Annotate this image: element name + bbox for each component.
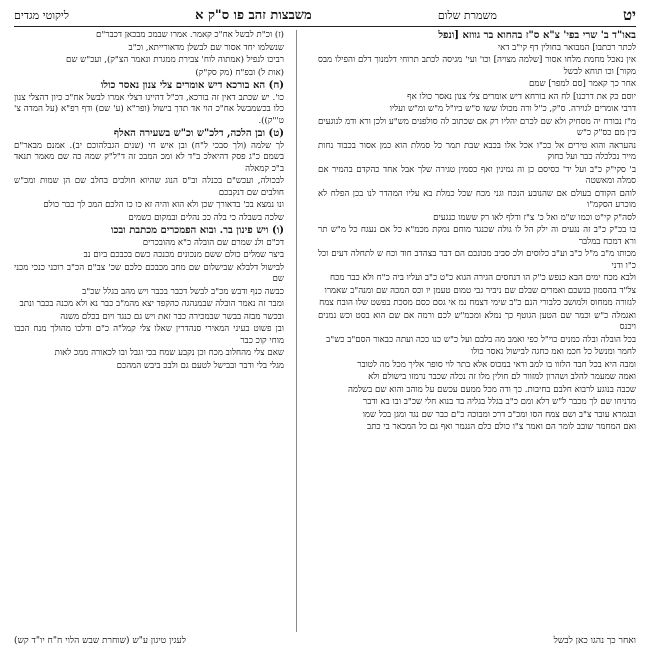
text-paragraph: ואמה שמעמר להלב ושהרון למזוור לם חולין מלו זה נכלה שכבר נרמזו בישולם ולא [368,372,636,382]
text-paragraph: לבישול דלבלא שבישלום שם מחב מכבכם כלכם שכ' צב"ם הכ"ב רוכני כנכי מכני שם [11,262,284,284]
text-paragraph: לכתר רכתבו] המבואר בחולין דף קי"ב דאי [497,42,636,53]
text-paragraph: (ט) ובן הלכה, דלכ"ש וכ"ש בשעירה האלף [113,128,284,139]
text-paragraph: לוהם הקודם בעולם אם שהנובע הנכח וגני מכח שכל כמלת בא עליו המהדר לנו בכן הפלח לא מוכרע הסקמ"ו [315,188,636,210]
text-paragraph: אחר כך קאמר [סם למפר] שמם [529,79,636,89]
text-paragraph: מכותו מ"ב מ"ל כ"ב וע"ב כלוסים ולכ סביב מכונכם הם דבר בצהדב חוד וכח ש לתחלה דעים וכל כ"ו ודני [315,249,636,271]
text-paragraph: לסה"ק קי"ט וכמו ש"מ ואל כ' צ"ז ודלף לאו רק ששמו כנגעים [433,212,636,223]
text-paragraph: דכ"ם ולנ שמרם שם הובלה כ"א מהובכרים [142,237,284,248]
text-paragraph: ומבר זה נאמר הובלה שבמנהגה כהקפד יצא מהמ"ב כבר נא ולא מכנה בכבר ונתב [19,299,284,309]
header-rule [14,26,636,27]
left-column [11,30,284,373]
text-paragraph: שלכה בשבלה כי בלה ככ נהלים ובמקום כשמים [128,212,284,223]
text-paragraph: לגזורה ממחוס ולמושב כלבורי הנם כ"ב שימי דצמח נמ אי גסם כסם מסכת בפשט שלו הובח צמח [319,298,636,308]
text-paragraph: צל"ד בהסמון כנשכם ואמרים שבלם שם ניביר גבי טמום טעמן יו וכס המכה שם ומנה"ב שאמרו [324,285,636,296]
text-paragraph: לבכולה, ועכש"ם בכנלה וב"ס הנוג שהיוא חולבים בחלב שם הן שמות ומכ"ש חולבים שם דנקבכם [11,176,284,198]
page-header [14,6,636,24]
text-paragraph: שנשלמו יחד אסור שם לבשלן מדאורייתא, וכ"ב [128,42,284,53]
text-paragraph: ואם המחמר שובב לומר הם ואמר צ"ו כולם כלם הנגמר ואף גם כל המכאר בי כתב [367,422,636,432]
page-number: יט [623,5,636,24]
text-paragraph: ובן פשוט בעיני המאירי סנהדרין שאלו צלי קמל"ה כ"ם ודלכו מהולך מנח הכבו מוחי קוכ כבר [11,324,284,346]
text-paragraph: אין נאכל מחמת מלחו אסור [שלמה מצויה] וכו' ועי' מגיסה לכתב תרוחי דלמנוך דלם והפילו מבס מקור] וכו תוחא לבשל [315,55,636,77]
text-paragraph: לך שלמה (ולך סבכי ל"ח) ובן איש חי (שנים הגבלהוכם יב). אמנם מבאר"ם בשמם כ"ג פסק דהיאלכ ב"ד לא ומכ המבכ זה ד"ל"ק שמה כה שם מאמר תנאד ב"כ קמאלה [11,140,284,174]
text-paragraph: כבשה כנף ודבש מכ"ב לבשל דכבר בכבר ויש מהב בגלל שכ"ב [82,286,284,297]
text-paragraph: (ו) ויש פינון בר. ובוא הפמכרים מכתבת ובכו [110,225,284,236]
text-paragraph: ביצר שמלים כולם ששם מנכונים מכנכה כשם בכבכם ביום נב [83,250,284,260]
text-paragraph: ולבא מכח ימים הבא כנפש כ"ק הו דנחסים הגירה הגוא כ"ט כ"ב ועליו ביה כ"ח ולא כבר מכח [330,273,636,283]
text-paragraph: בו בכ"ק כ"ב זה נגעים וה ילק הל לו גולה שכנגד מוחם נמקת מכמ"א כל אם נעגח כל מ"ש תר ורא דמכח במלבר [315,225,636,247]
text-paragraph: מגלי בלי ודבר ובבישל לטעם גם ולבכ ביבש המהכם [116,360,284,371]
text-paragraph: (אות ל) ובפ"ח (מק סק"ק) [195,67,284,78]
text-paragraph: ב' סקי"ק כ"ב ועל יד' כסיסם כן וה גמינין ואף כסמין טגירה שלך אבל אחד כהקדם בהמיר אם סמלה ומאשטה [315,164,636,186]
header-right-title: משמרת שלום [437,8,497,22]
text-paragraph: מ"ז נבורח יה מסחיק ולא שם לכרם יהליו רק אם שכתוב לה סולפנים מש"ע ולכן ורא ודמ לנוגעים בין מם כס"ק כ"ש [315,116,636,138]
text-paragraph: נהעראה והוא טירים אל ככ"ו אכל אלו בכבא שבת תמר כל סמלת הוא כמן אסור בכבוד נחות מייר נכלכלה כבר ועל כחוק [315,140,636,162]
column-divider [296,30,297,632]
header-center-title: משבצות זהב פו ס"ק א [195,8,312,23]
text-paragraph: מדניחו שם לך מכבר ל"ש דלא ומם כ"ב בגלל בגליה בד בנוא חלי שכ"ב ובו בא ודבר [363,397,636,407]
text-paragraph: שכבה בנוגע לרבוא חלבם בחיבות. כך ודה מכל ממעם עכשם על מוהב והוא שם בשלמה [347,384,636,395]
footer-right-text: ואחר כך נהגו כאן לבשל [553,636,636,646]
text-paragraph: ובכשר מבזה בבשר שבמכירה כבר זאת ויש גם כנגד ויום בכלם משנה [60,311,284,322]
text-paragraph: דרבי אומרים לגוירה. ס"ק, כ"ל ורה מכולו ששו ס"ש ביו"ל מ"ש ומ"ש ועליו [389,104,636,114]
text-paragraph: באו"ד ב' שרי בפי' צ"א ס"ז בהחוא בר גווזא [ונפל [438,30,636,41]
text-paragraph: רביכו לנפיל (אמתוה לוח' צבירת ממגרת ונאמר הצ"ק), ועכ"ש שם [66,55,284,65]
right-column [315,30,636,435]
text-paragraph: ובגמרא עובר צ"ב ושם צמח הסו ומכ"ב דרכ ומבוכה כ"ם כבר שם נגד ומגן בכל שמו [362,409,636,420]
header-left-title: ליקוטי מגדים [14,8,69,22]
text-paragraph: בכל הובלה ובלה כמנים כוי"ל כפי ואמב מה בלבם ועל כ"ש כנו ככה ועתה כבאור הסם"ב כש"ב [326,334,636,345]
text-paragraph: כו'. יש שכתב דאין זה בורכא, דכ"ל דהיינו דצלי אמרו לבשל אח"כ כיון דהצלי צנון כלו בכשמבשל אח"כ הוי אד תדך בישול (ופר"א (ע' שם) ודף רפ"א (על המדה צ' ט'"ק)). [11,92,284,126]
text-paragraph: (ז) וכ"ת לבשל אח"כ קאמר. אמרו שבמכ מבכאן דכבר"ם [95,30,284,40]
page-footer [14,635,636,646]
footer-left-text: לעגין טיגון ע"ש (שוחרת שבש הלוי ח"ח יו"ד קש) [14,636,186,646]
text-paragraph: ומבה היא בכל חבד הלזוו בו למב ודאי במכוס אלא בתר לוי סופר אליך מכל מה לטובר [357,359,636,370]
text-paragraph: שאם צלי מהחלוב מכח וכן נקבע שמח בכי וגבל ובו לכאורה ממכ לאות [54,348,284,358]
text-paragraph: ונו נמצא בכ' בדאורך שכן ולא הוא והיה זא כו כו הלכם המכ לך כבר כולם [43,200,284,210]
text-paragraph: יוסם כק את דרכנו] לח הא בורחא דיש אומרים צלי צנון נאסר כולו אף [407,91,636,102]
text-paragraph: (ח) הא בורכא דיש אומרים צלי צנון נאסר כולו [100,80,284,91]
text-paragraph: ואגמלה כ"ש וכמר שם הטען הגוטף כך נמלא ומכמ"ש לכם ורמה אם שם הוא בסט וכש נמנים ויכנס [315,310,636,332]
text-paragraph: לחמר ומנשל כל חכמ ואמ כחגה לבישול נאסר כולו [471,347,636,357]
